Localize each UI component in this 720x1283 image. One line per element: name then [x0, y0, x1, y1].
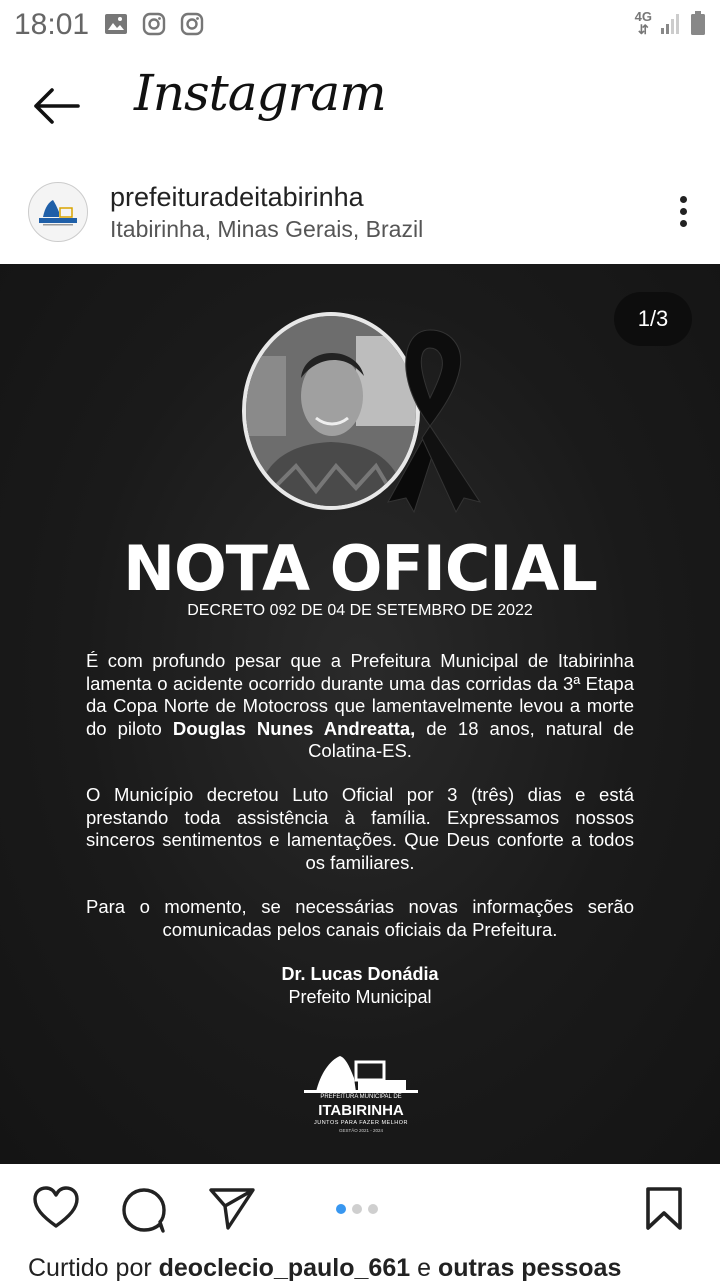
status-time: 18:01 [14, 8, 90, 41]
paragraph-1: É com profundo pesar que a Prefeitura Municipal de Itabirinha lamenta o acidente ocorrido durante uma das corridas da 3ª Etapa da Copa Norte de Motocross que lamentavelmente levou a morte do piloto Douglas Nunes Andreatta, de 18 anos, natural de Colatina-ES. [86, 650, 634, 761]
liker-username[interactable]: deoclecio_paulo_661 [158, 1254, 411, 1282]
post-image[interactable] [0, 264, 720, 1164]
heart-icon[interactable] [32, 1186, 80, 1230]
comment-icon[interactable] [120, 1186, 168, 1234]
signature-role: Prefeito Municipal [288, 987, 432, 1007]
post-actions [0, 1164, 720, 1254]
bookmark-icon[interactable] [644, 1186, 684, 1232]
back-arrow-icon[interactable] [30, 84, 82, 128]
carousel-counter: 1/3 [614, 292, 692, 346]
signal-icon [660, 11, 682, 35]
instagram-icon-2 [180, 12, 204, 36]
victim-name: Douglas Nunes Andreatta, [172, 717, 416, 739]
battery-icon [690, 10, 706, 36]
network-indicator: 4G ⇵ [634, 9, 652, 37]
post-location[interactable]: Itabirinha, Minas Gerais, Brazil [110, 216, 424, 242]
paragraph-2: O Município decretou Luto Oficial por 3 (três) dias e está prestando toda assistência à família. Expressamos nossos sinceros sentimentos e lamentações. Que Deus conforte a todos os familiares. [86, 784, 634, 873]
mourning-ribbon-icon [380, 326, 490, 516]
decree-line: DECRETO 092 DE 04 DE SETEMBRO DE 2022 [187, 602, 533, 619]
signature-name: Dr. Lucas Donádia [281, 964, 439, 984]
others-link[interactable]: outras pessoas [437, 1254, 622, 1282]
municipality-brand: PREFEITURA MUNICIPAL DE ITABIRINHA JUNTOS PARA FAZER MELHOR GESTÃO 2021 - 2024 [296, 1044, 426, 1134]
city-skyline-icon [296, 1044, 426, 1094]
share-icon[interactable] [208, 1186, 256, 1230]
likes-line: Curtido por deoclecio_paulo_661 e outras pessoas [28, 1254, 622, 1282]
post-header [0, 162, 720, 262]
carousel-dots [336, 1204, 378, 1214]
avatar[interactable] [28, 182, 88, 242]
app-logo: Instagram [134, 64, 386, 122]
municipality-logo-icon [29, 183, 87, 241]
status-bar [0, 0, 720, 52]
image-icon [104, 12, 128, 36]
post-username[interactable]: prefeituradeitabirinha [110, 182, 364, 212]
app-bar [0, 52, 720, 162]
post-title: NOTA OFICIAL [123, 532, 597, 605]
more-options-icon[interactable] [678, 196, 688, 230]
paragraph-3: Para o momento, se necessárias novas informações serão comunicadas pelos canais oficiais da Prefeitura. [86, 896, 634, 940]
instagram-icon [142, 12, 166, 36]
